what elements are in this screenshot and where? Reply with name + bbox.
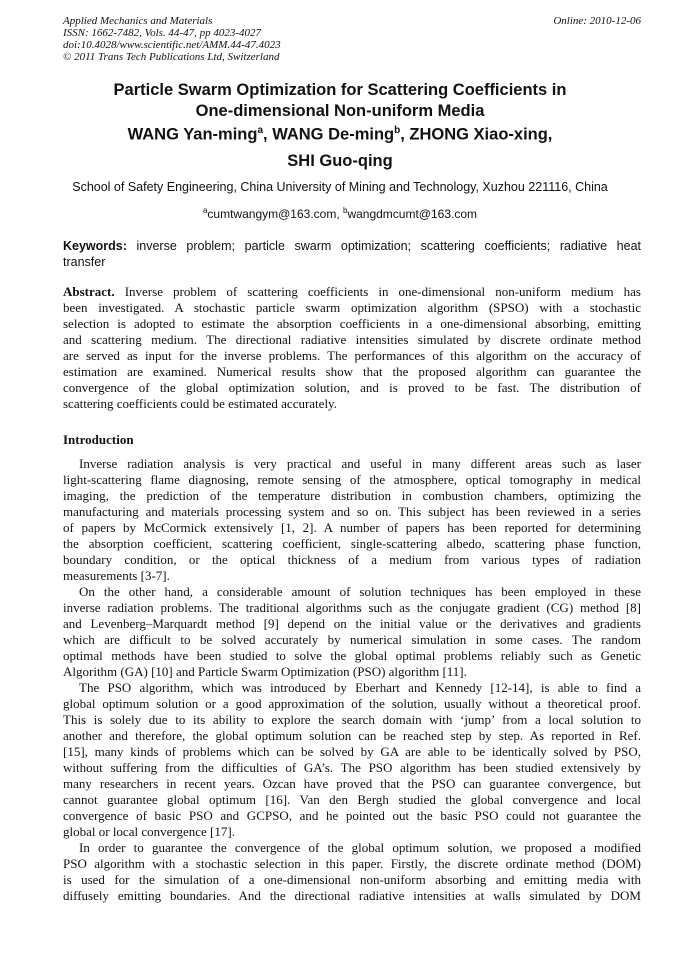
paragraph-line: Inverse radiation analysis is very practical and useful in many different areas such as laser (79, 456, 641, 471)
author: WANG De-ming (272, 125, 395, 144)
paragraph-line: PSO algorithm with a stochastic selection in this paper. Firstly, the discrete ordinate method (DOM) (63, 856, 641, 871)
paragraph-line: of papers by McCormick extensively [1, 2]. A number of papers has been reported for determining (63, 520, 641, 535)
paragraph-line: light-scattering flame diagnosing, remote sensing of the atmosphere, optical tomography in medical (63, 472, 641, 487)
journal-name: Applied Mechanics and Materials (63, 15, 213, 27)
paragraph-line: is used for the simulation of a one-dimensional non-uniform absorbing and emitting media with (63, 872, 641, 887)
author: WANG Yan-ming (127, 125, 258, 144)
online-date: Online: 2010-12-06 (553, 15, 641, 27)
abstract (63, 284, 641, 412)
abstract-line: selection is adopted to estimate the absorption coefficients in a one-dimensional absorbing, emitting (63, 316, 641, 331)
paragraph-line: optimal methods have been studied to solve the global optimal problems reliably such as Genetic (63, 648, 641, 663)
paragraph-line: without suffering from the difficulties of GA’s. The PSO algorithm has been studied extensively by (63, 760, 641, 775)
separator: , (263, 125, 273, 144)
abstract-label: Abstract. (63, 284, 115, 299)
introduction-body (63, 456, 641, 904)
paragraph-line: which are difficult to be solved accurately by numerical simulation in some cases. The random (63, 632, 641, 647)
doi: doi:10.4028/www.scientific.net/AMM.44-47.4023 (63, 39, 281, 51)
paragraph-line: convergence of basic PSO and GCPSO, and he pointed out the basic PSO could not guarantee the (63, 808, 641, 823)
keywords-line: transfer (63, 255, 106, 269)
paragraph-line: imaging, the prediction of the temperature distribution in combustion chambers, optimizing the (63, 488, 641, 503)
paragraph-line: This is solely due to its ability to explore the search domain with ‘jump’ from a local solution to (63, 712, 641, 727)
paper-title-block (40, 80, 640, 172)
abstract-line: scattering coefficients could be estimated accurately. (63, 396, 337, 411)
copyright: © 2011 Trans Tech Publications Ltd, Switzerland (63, 51, 280, 63)
paragraph-line: manufacturing and materials processing system and so on. This subject has been reviewed in a series (63, 504, 641, 519)
author: SHI Guo-qing (287, 152, 393, 170)
paragraph-line: Algorithm (GA) [10] and Particle Swarm Optimization (PSO) algorithm [11]. (63, 664, 467, 679)
abstract-line: are served as input for the inverse problems. The performances of this algorithm on the accuracy of (63, 348, 641, 363)
paragraph (63, 584, 641, 680)
email-sup: b (342, 206, 348, 215)
keywords-line (63, 238, 641, 254)
keywords-label: Keywords: (63, 239, 127, 253)
email-a: cumtwangym@163.com, (207, 207, 343, 221)
paragraph-line: global or local convergence [17]. (63, 824, 235, 839)
keywords-text: inverse problem; particle swarm optimization; scattering coefficients; radiative heat (136, 239, 641, 253)
abstract-line: estimation are examined. Numerical results show that the proposed algorithm can guarantee the (63, 364, 641, 379)
paragraph-line: and Levenberg–Marquardt method [9] depend on the initial value or the derivatives and gradients (63, 616, 641, 631)
journal-header (63, 15, 641, 63)
keywords (63, 238, 641, 270)
authors-line-1 (40, 121, 640, 145)
paragraph-line: another and therefore, the global optimum solution can be reached step by step. As reported in Ref. (63, 728, 641, 743)
author-sup: a (257, 125, 264, 136)
paragraph-line: inverse radiation problems. The traditional algorithms such as the conjugate gradient (CG) method [8] (63, 600, 641, 615)
abstract-line: and scattering medium. The directional radiative intensities simulated by discrete ordinate method (63, 332, 641, 347)
paragraph-line: [15], many kinds of problems which can be solved by GA are able to be identically solved by PSO, (63, 744, 641, 759)
section-heading-introduction: Introduction (63, 432, 134, 447)
paragraph-line: In order to guarantee the convergence of the global optimum solution, we proposed a modified (79, 840, 641, 855)
paragraph (63, 840, 641, 904)
paragraph-line: On the other hand, a considerable amount of solution techniques has been employed in these (79, 584, 641, 599)
author: ZHONG Xiao-xing, (409, 125, 553, 144)
email-sup: a (202, 206, 208, 215)
paragraph-line: many researchers in recent years. Ozcan have proved that the PSO can guarantee convergence, but (63, 776, 641, 791)
issn: ISSN: 1662-7482, Vols. 44-47, pp 4023-4027 (63, 27, 261, 39)
paragraph-line: The PSO algorithm, which was introduced by Eberhart and Kennedy [12-14], is able to find a (79, 680, 641, 695)
paper-title-line-1: Particle Swarm Optimization for Scattering Coefficients in (113, 81, 567, 99)
paragraph-line: measurements [3-7]. (63, 568, 170, 583)
affiliation: School of Safety Engineering, China University of Mining and Technology, Xuzhou 221116, China (72, 180, 608, 194)
abstract-line: been investigated. A stochastic particle swarm optimization algorithm (SPSO) with a stochastic (63, 300, 641, 315)
abstract-text: Inverse problem of scattering coefficients in one-dimensional non-uniform medium has (124, 284, 641, 299)
separator: , (400, 125, 410, 144)
paragraph-line: global optimum solution or a good approximation of the solution, usually without a theoretical proof. (63, 696, 641, 711)
paragraph-line: the absorption coefficient, scattering coefficient, single-scattering albedo, scattering phase function, (63, 536, 641, 551)
emails (40, 203, 640, 222)
email-b: wangdmcumt@163.com (347, 207, 478, 221)
author-sup: b (394, 125, 401, 136)
paragraph-line: diffusely emitting boundaries. And the directional radiative intensities at walls simulated by DOM (63, 888, 641, 903)
abstract-line: convergence of the global optimization solution, and is proved to be fast. The distribution of (63, 380, 641, 395)
paragraph (63, 456, 641, 584)
paragraph (63, 680, 641, 840)
paragraph-line: cannot guarantee global optimum [16]. Van den Bergh studied the global convergence and local (63, 792, 641, 807)
paragraph-line: boundary condition, or the optical thickness of a medium from various types of radiation (63, 552, 641, 567)
paper-title-line-2: One-dimensional Non-uniform Media (195, 101, 485, 120)
abstract-line (63, 284, 641, 300)
